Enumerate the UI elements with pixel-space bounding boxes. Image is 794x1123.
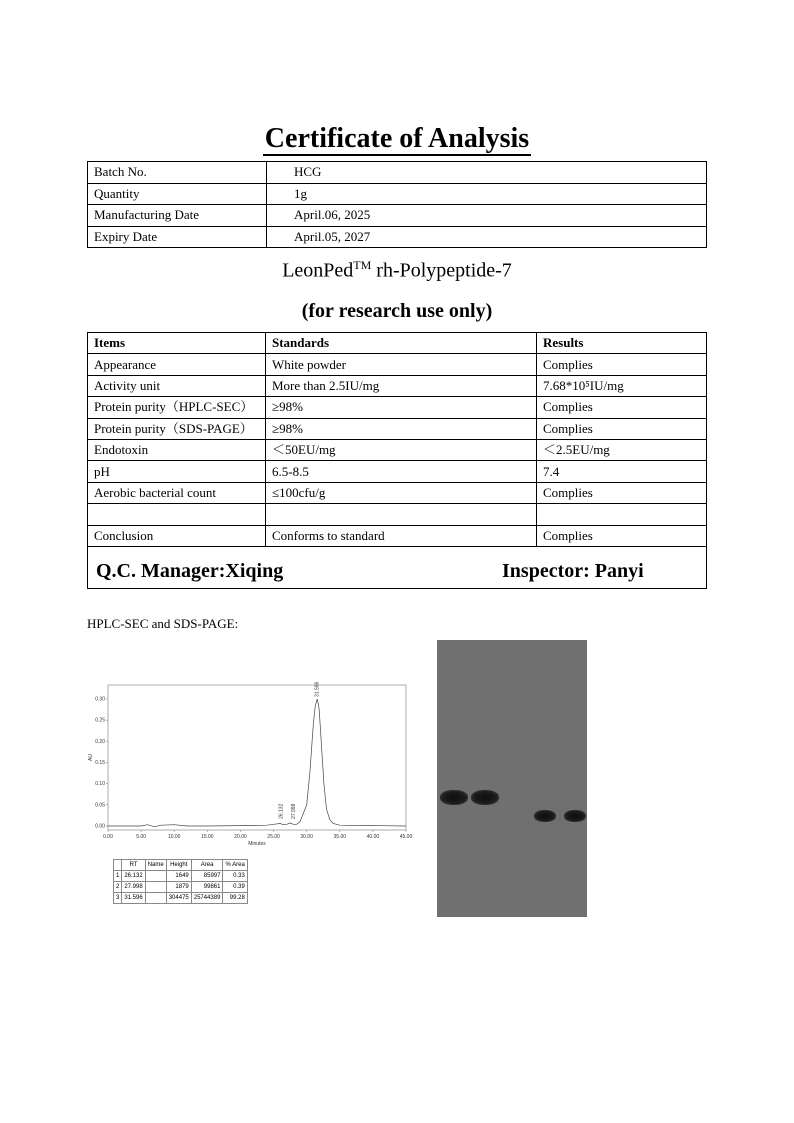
peak-cell (145, 871, 166, 882)
batch-label: Manufacturing Date (88, 205, 267, 227)
peak-label: 27.998 (290, 803, 297, 819)
peak-row (114, 871, 248, 882)
y-tick-label: 0.15 (95, 760, 105, 766)
sds-page-gel-image (437, 640, 587, 917)
analysis-row (88, 439, 707, 460)
result-cell: Complies (537, 418, 707, 439)
item-cell: Appearance (88, 354, 266, 375)
y-tick-label: 0.25 (95, 717, 105, 724)
column-header: Results (537, 333, 707, 354)
item-cell: Aerobic bacterial count (88, 482, 266, 503)
batch-value: HCG (267, 162, 707, 184)
x-tick-label: 5.00 (136, 834, 146, 840)
column-header: Standards (266, 333, 537, 354)
peak-header-cell: Area (191, 860, 223, 871)
x-tick-label: 0.00 (103, 834, 113, 840)
peak-table-header (114, 860, 248, 871)
peak-cell: 25744389 (191, 893, 223, 904)
standard-cell: ＜50EU/mg (266, 439, 537, 460)
peak-cell: 1879 (166, 882, 191, 893)
peak-cell: 304475 (166, 893, 191, 904)
batch-value: 1g (267, 183, 707, 205)
x-tick-label: 10.00 (167, 834, 181, 840)
result-cell (537, 504, 707, 525)
peak-header-cell (114, 860, 122, 871)
peak-table (113, 859, 248, 904)
analysis-row (88, 354, 707, 375)
batch-value: April.05, 2027 (267, 226, 707, 248)
peak-cell (145, 893, 166, 904)
y-tick-label: 0.30 (95, 696, 105, 703)
document-title: Certificate of Analysis (264, 123, 530, 154)
peak-cell: 1 (114, 871, 122, 882)
peak-header-cell: % Area (223, 860, 247, 871)
batch-row (88, 226, 707, 248)
gel-band (471, 790, 499, 805)
batch-label: Batch No. (88, 162, 267, 184)
y-tick-label: 0.00 (95, 823, 105, 830)
item-cell: Endotoxin (88, 439, 266, 460)
analysis-table (87, 332, 707, 589)
gel-band (564, 810, 586, 822)
peak-row (114, 882, 248, 893)
peak-cell: 26.132 (122, 871, 145, 882)
peak-header-cell: RT (122, 860, 145, 871)
x-tick-label: 35.00 (333, 834, 347, 840)
y-tick-label: 0.05 (95, 802, 105, 809)
gel-band (440, 790, 468, 805)
batch-value: April.06, 2025 (267, 205, 707, 227)
standard-cell: ≥98% (266, 397, 537, 418)
analysis-row (88, 397, 707, 418)
x-tick-label: 30.00 (300, 834, 313, 840)
product-name: LeonPed™ rh-Polypeptide-7 (282, 258, 512, 282)
x-tick-label: 15.00 (201, 834, 214, 840)
x-tick-label: 40.00 (366, 834, 380, 840)
result-cell: Complies (537, 397, 707, 418)
analysis-row (88, 375, 707, 396)
analysis-row (88, 418, 707, 439)
batch-label: Quantity (88, 183, 267, 205)
figure-label: HPLC-SEC and SDS-PAGE: (87, 616, 239, 631)
x-tick-label: 45.00 (399, 834, 413, 840)
standard-cell: Conforms to standard (266, 525, 537, 546)
peak-cell: 99.28 (223, 893, 247, 904)
standard-cell: More than 2.5IU/mg (266, 375, 537, 396)
peak-cell: 2 (114, 882, 122, 893)
standard-cell: White powder (266, 354, 537, 375)
gel-band (534, 810, 556, 822)
batch-row (88, 205, 707, 227)
peak-cell: 0.33 (223, 871, 247, 882)
result-cell: Complies (537, 482, 707, 503)
y-tick-label: 0.10 (95, 781, 105, 788)
batch-row (88, 162, 707, 184)
peak-cell: 31.596 (122, 893, 145, 904)
standard-cell (266, 504, 537, 525)
analysis-header-row (88, 333, 707, 354)
analysis-row (88, 504, 707, 525)
inspector-signature: Inspector: Panyi (502, 560, 644, 582)
column-header: Items (88, 333, 266, 354)
result-cell: 7.4 (537, 461, 707, 482)
batch-row (88, 183, 707, 205)
plot-frame (108, 685, 406, 830)
standard-cell: ≤100cfu/g (266, 482, 537, 503)
hplc-chromatogram (88, 680, 413, 852)
peak-cell: 85997 (191, 871, 223, 882)
x-axis-label: Minutes (248, 841, 266, 847)
chromatogram-trace (108, 699, 406, 827)
analysis-row (88, 461, 707, 482)
qc-manager-signature: Q.C. Manager:Xiqing (96, 560, 284, 582)
result-cell: ＜2.5EU/mg (537, 439, 707, 460)
standard-cell: 6.5-8.5 (266, 461, 537, 482)
item-cell: Activity unit (88, 375, 266, 396)
peak-row (114, 893, 248, 904)
peak-label: 31.596 (314, 681, 321, 697)
result-cell: Complies (537, 354, 707, 375)
x-tick-label: 25.00 (267, 834, 280, 840)
standard-cell: ≥98% (266, 418, 537, 439)
analysis-row (88, 525, 707, 546)
y-axis-label: AU (88, 754, 94, 761)
item-cell (88, 504, 266, 525)
item-cell: Protein purity（HPLC-SEC） (88, 397, 266, 418)
research-note: (for research use only) (301, 300, 493, 322)
peak-cell: 27.998 (122, 882, 145, 893)
peak-cell: 99861 (191, 882, 223, 893)
x-tick-label: 20.00 (234, 834, 247, 840)
item-cell: Conclusion (88, 525, 266, 546)
peak-cell: 3 (114, 893, 122, 904)
peak-cell (145, 882, 166, 893)
peak-label: 26.132 (278, 803, 285, 819)
item-cell: Protein purity（SDS-PAGE） (88, 418, 266, 439)
y-tick-label: 0.20 (95, 738, 105, 745)
peak-cell: 0.39 (223, 882, 247, 893)
peak-cell: 1649 (166, 871, 191, 882)
batch-info-table (87, 161, 707, 248)
result-cell: 7.68*10⁵IU/mg (537, 375, 707, 396)
peak-header-cell: Name (145, 860, 166, 871)
batch-label: Expiry Date (88, 226, 267, 248)
item-cell: pH (88, 461, 266, 482)
result-cell: Complies (537, 525, 707, 546)
peak-header-cell: Height (166, 860, 191, 871)
analysis-row (88, 482, 707, 503)
